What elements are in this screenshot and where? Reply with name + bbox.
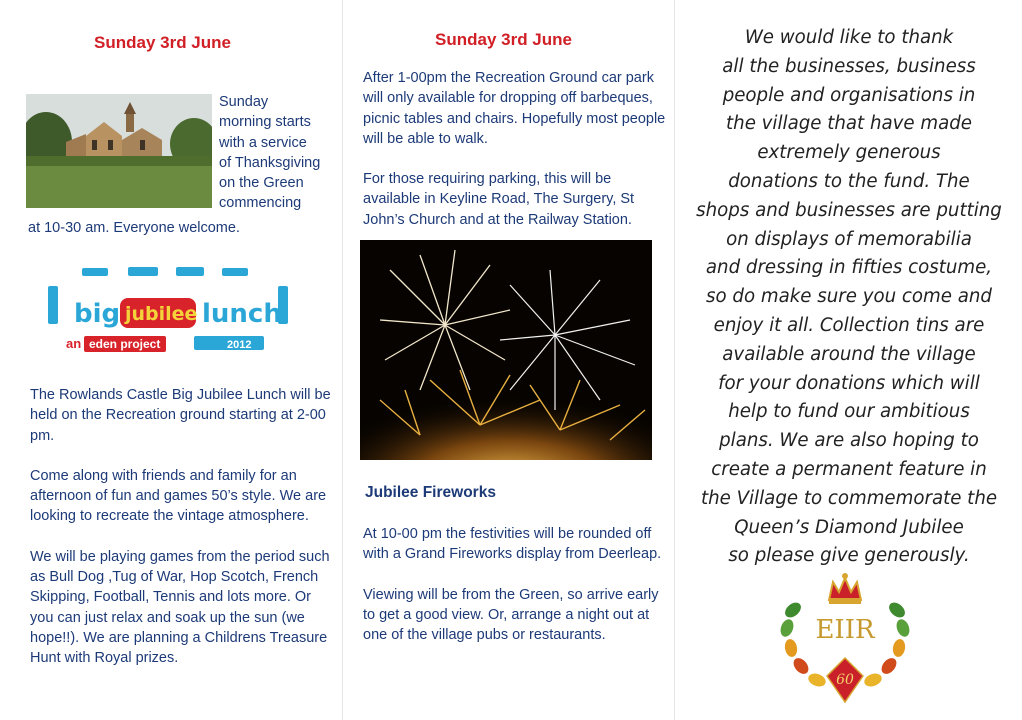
fireworks-details [363, 524, 669, 645]
parking-details [363, 68, 669, 230]
logo-word-jubilee: jubilee [125, 303, 198, 325]
thanks-line: so do make sure you come and [706, 286, 992, 308]
left-panel [0, 0, 342, 720]
thanks-message [683, 24, 1015, 571]
fireworks-photo [360, 240, 652, 460]
church-photo [26, 94, 212, 208]
thanks-line: the Village to commemorate the [700, 487, 998, 509]
thanks-line: available around the village [722, 343, 976, 365]
games-paragraph: We will be playing games from the period such as Bull Dog ,Tug of War, Hop Scotch, French Skipping, Football, Tennis and lots more. Or you can just relax and soak up the sun (we hope!!). We are planning a Childrens Treasure Hunt with Royal prizes. [30, 548, 330, 667]
middle-heading: Sunday 3rd June [435, 30, 572, 49]
intro-line: morning starts [219, 114, 311, 131]
thanks-line: help to fund our ambitious [728, 401, 970, 423]
thanks-line: for your donations which will [718, 372, 980, 394]
thanks-line: on displays of memorabilia [726, 228, 972, 250]
viewing-paragraph: Viewing will be from the Green, so arrive early to get a good view. Or, arrange a night out at one of the village pubs or restaurants. [363, 586, 659, 644]
fireworks-heading: Jubilee Fireworks [365, 484, 496, 501]
intro-line: of Thanksgiving [219, 154, 321, 171]
thanks-line: people and organisations in [722, 84, 976, 106]
intro-wrapped-text [219, 92, 339, 214]
thanks-line: shops and businesses are putting [696, 199, 1002, 221]
logo-year: 2012 [227, 339, 252, 351]
logo-eden-project: eden project [89, 337, 161, 351]
thanks-line: We would like to thank [744, 27, 954, 48]
lunch-details [30, 385, 335, 669]
thanks-line: plans. We are also hoping to [719, 430, 979, 452]
intro-tail-text: at 10-30 am. Everyone welcome. [28, 220, 240, 236]
logo-word-big: big [74, 299, 121, 329]
crest-monogram: EIIR [815, 615, 875, 645]
thanks-line: donations to the fund. The [728, 170, 970, 192]
logo-word-an: an [66, 336, 82, 351]
thanks-line: Queen’s Diamond Jubilee [734, 516, 964, 538]
big-jubilee-lunch-logo [44, 262, 294, 362]
thanks-line: the village that have made [726, 113, 972, 135]
fireworks-paragraph: At 10-00 pm the festivities will be rounded off with a Grand Fireworks display from Deerleap. [363, 526, 662, 563]
intro-line: Sunday [219, 94, 269, 110]
thanks-line: and dressing in fifties costume, [705, 257, 993, 279]
intro-line: with a service [219, 134, 307, 151]
intro-line: commencing [219, 195, 302, 212]
right-panel [674, 0, 1022, 720]
thanks-line: extremely generous [757, 142, 941, 164]
logo-word-lunch: lunch [202, 299, 282, 329]
intro-line: on the Green [219, 175, 304, 192]
diamond-jubilee-crest [779, 570, 911, 706]
lunch-paragraph: The Rowlands Castle Big Jubilee Lunch will be held on the Recreation ground starting at 2-00 pm. [30, 387, 331, 444]
thanks-line: so please give generously. [728, 545, 970, 567]
thanks-line: create a permanent feature in [711, 458, 987, 480]
parking-paragraph: After 1-00pm the Recreation Ground car park will only available for dropping off barbeques, picnic tables and chairs. Hopefully most people will be able to walk. [363, 70, 666, 147]
parking-locations-paragraph: For those requiring parking, this will be available in Keyline Road, The Surgery, St John’s Church and at the Railway Station. [363, 171, 635, 228]
middle-panel [342, 0, 674, 720]
left-heading: Sunday 3rd June [94, 33, 231, 52]
thanks-line: enjoy it all. Collection tins are [713, 314, 985, 336]
crown-icon [829, 573, 861, 604]
activities-paragraph: Come along with friends and family for an afternoon of fun and games 50’s style. We are looking to recreate the vintage atmosphere. [30, 467, 327, 525]
thanks-line: all the businesses, business [722, 55, 976, 77]
crest-number: 60 [836, 672, 854, 688]
